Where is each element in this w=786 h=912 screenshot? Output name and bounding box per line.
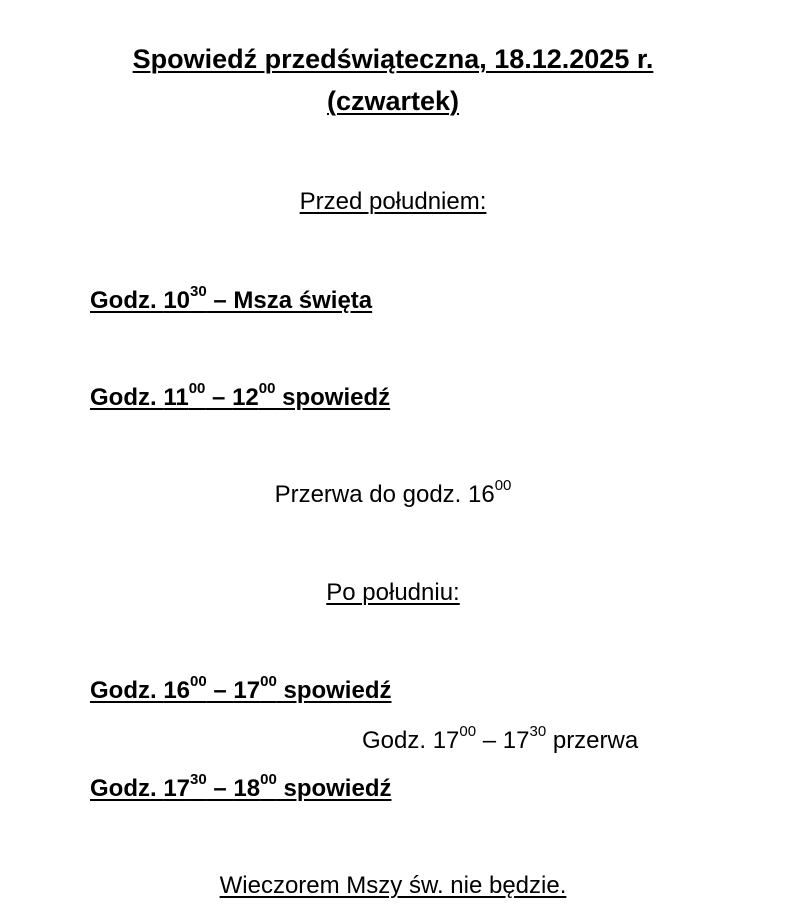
title-line-2: [0, 86, 786, 116]
title-day: (czwartek): [326, 86, 460, 116]
footer-note: Wieczorem Mszy św. nie będzie.: [219, 872, 567, 899]
title-text: Spowiedź przedświąteczna, 18.12.2025 r.: [132, 44, 654, 74]
mass-line: Godz. $10^{30}$ – Msza święta: [90, 283, 373, 314]
morning-heading: Przed południem:: [299, 188, 487, 215]
afternoon-break-line: Godz. $17^{00} - 17^{30}$ przerwa: [362, 723, 639, 754]
confession-afternoon-1-line: Godz. $16^{00} - 17^{00}$ spowiedź: [90, 673, 392, 704]
title-line-1: [0, 44, 786, 74]
confession-morning-line: Godz. $11^{00} - 12^{00}$ spowiedź: [90, 380, 391, 411]
afternoon-heading: Po południu:: [326, 579, 460, 606]
midday-break-line: Przerwa do godz. $16^{00}$: [274, 477, 512, 508]
confession-afternoon-2-line: Godz. $17^{30} - 18^{00}$ spowiedź: [90, 771, 392, 802]
